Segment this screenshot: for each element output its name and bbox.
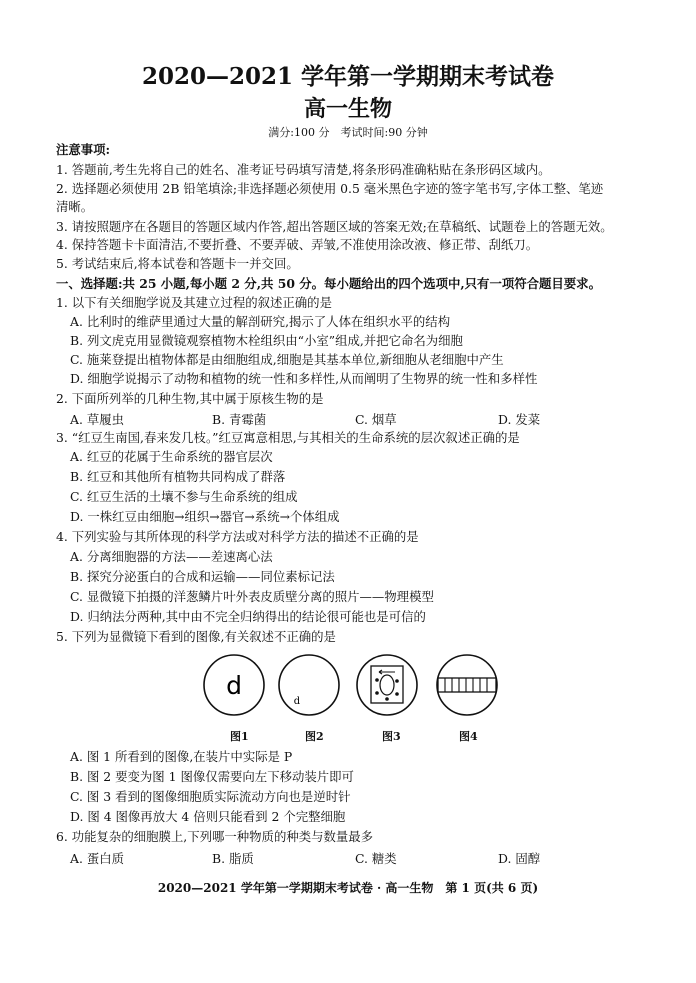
notice-item: 2. 选择题必须使用 2B 铅笔填涂;非选择题必须使用 0.5 毫米黑色字迹的签字笔书写,字体工整、笔迹 [56, 181, 604, 196]
notice-heading: 注意事项: [56, 142, 111, 157]
question-5-option-c: C. 图 3 看到的图像细胞质实际流动方向也是逆时针 [70, 789, 351, 804]
question-3-option-b: B. 红豆和其他所有植物共同构成了群落 [70, 469, 286, 484]
question-6-stem: 6. 功能复杂的细胞膜上,下列哪一种物质的种类与数量最多 [56, 829, 374, 844]
question-3-stem: 3. “红豆生南国,春来发几枝。”红豆寓意相思,与其相关的生命系统的层次叙述正确的是 [56, 430, 520, 445]
microscope-figure-1 [202, 653, 266, 717]
question-6-option-d: D. 固醇 [498, 851, 541, 866]
exam-title: 2020—2021 学年第一学期期末考试卷 [141, 63, 555, 90]
question-4-option-a: A. 分离细胞器的方法——差速离心法 [70, 549, 273, 564]
notice-item-continuation: 清晰。 [56, 199, 94, 214]
question-3-option-d: D. 一株红豆由细胞→组织→器官→系统→个体组成 [70, 509, 340, 524]
question-4-option-c: C. 显微镜下拍摄的洋葱鳞片叶外表皮质壁分离的照片——物理模型 [70, 589, 434, 604]
question-6-option-b: B. 脂质 [212, 851, 254, 866]
question-5-option-b: B. 图 2 要变为图 1 图像仅需要向左下移动装片即可 [70, 769, 354, 784]
figure-3-caption: 图3 [382, 730, 401, 743]
microscope-figure-3 [355, 653, 419, 717]
question-3-option-a: A. 红豆的花属于生命系统的器官层次 [70, 449, 273, 464]
question-6-option-a: A. 蛋白质 [70, 851, 124, 866]
microscope-figure-4 [434, 653, 500, 717]
question-3-option-c: C. 红豆生活的土壤不参与生命系统的组成 [70, 489, 298, 504]
question-6-option-c: C. 糖类 [355, 851, 397, 866]
question-4-option-d: D. 归纳法分两种,其中由不完全归纳得出的结论很可能也是可信的 [70, 609, 426, 624]
notice-item: 1. 答题前,考生先将自己的姓名、准考证号码填写清楚,将条形码准确粘贴在条形码区域内。 [56, 162, 551, 177]
figure-2-caption: 图2 [305, 730, 324, 743]
question-1-stem: 1. 以下有关细胞学说及其建立过程的叙述正确的是 [56, 295, 332, 310]
question-1-option-a: A. 比利时的维萨里通过大量的解剖研究,揭示了人体在组织水平的结构 [70, 314, 451, 329]
section-heading: 一、选择题:共 25 小题,每小题 2 分,共 50 分。每小题给出的四个选项中,只有一项符合题目要求。 [56, 276, 601, 291]
notice-item: 4. 保持答题卡卡面清洁,不要折叠、不要弄破、弄皱,不准使用涂改液、修正带、刮纸刀。 [56, 237, 539, 252]
question-2-option-a: A. 草履虫 [70, 412, 124, 427]
question-1-option-c: C. 施莱登提出植物体都是由细胞组成,细胞是其基本单位,新细胞从老细胞中产生 [70, 352, 504, 367]
question-1-option-d: D. 细胞学说揭示了动物和植物的统一性和多样性,从而阐明了生物界的统一性和多样性 [70, 371, 538, 386]
figure-1-letter: d [226, 671, 242, 700]
question-2-stem: 2. 下面所列举的几种生物,其中属于原核生物的是 [56, 391, 324, 406]
flow-arrow-icon [379, 670, 395, 674]
notice-item: 5. 考试结束后,将本试卷和答题卡一并交回。 [56, 256, 299, 271]
question-4-option-b: B. 探究分泌蛋白的合成和运输——同位素标记法 [70, 569, 335, 584]
subject-title: 高一生物 [303, 96, 392, 122]
question-2-option-d: D. 发菜 [498, 412, 541, 427]
question-1-option-b: B. 列文虎克用显微镜观察植物木栓组织由“小室”组成,并把它命名为细胞 [70, 333, 463, 348]
figure-4-caption: 图4 [459, 730, 478, 743]
question-4-stem: 4. 下列实验与其所体现的科学方法或对科学方法的描述不正确的是 [56, 529, 419, 544]
page-footer: 2020—2021 学年第一学期期末考试卷 · 高一生物 第 1 页(共 6 页) [157, 881, 539, 895]
question-5-stem: 5. 下列为显微镜下看到的图像,有关叙述不正确的是 [56, 629, 336, 644]
figure-2-letter: d [293, 696, 301, 707]
question-5-option-d: D. 图 4 图像再放大 4 倍则只能看到 2 个完整细胞 [70, 809, 346, 824]
question-5-option-a: A. 图 1 所看到的图像,在装片中实际是 P [70, 749, 293, 764]
notice-item: 3. 请按照题序在各题目的答题区域内作答,超出答题区域的答案无效;在草稿纸、试题卷上的答题无效。 [56, 219, 613, 234]
question-2-option-c: C. 烟草 [355, 412, 397, 427]
question-2-option-b: B. 青霉菌 [212, 412, 267, 427]
score-time-info: 满分:100 分 考试时间:90 分钟 [268, 126, 428, 139]
figure-1-caption: 图1 [230, 730, 249, 743]
microscope-figure-2 [277, 653, 341, 717]
